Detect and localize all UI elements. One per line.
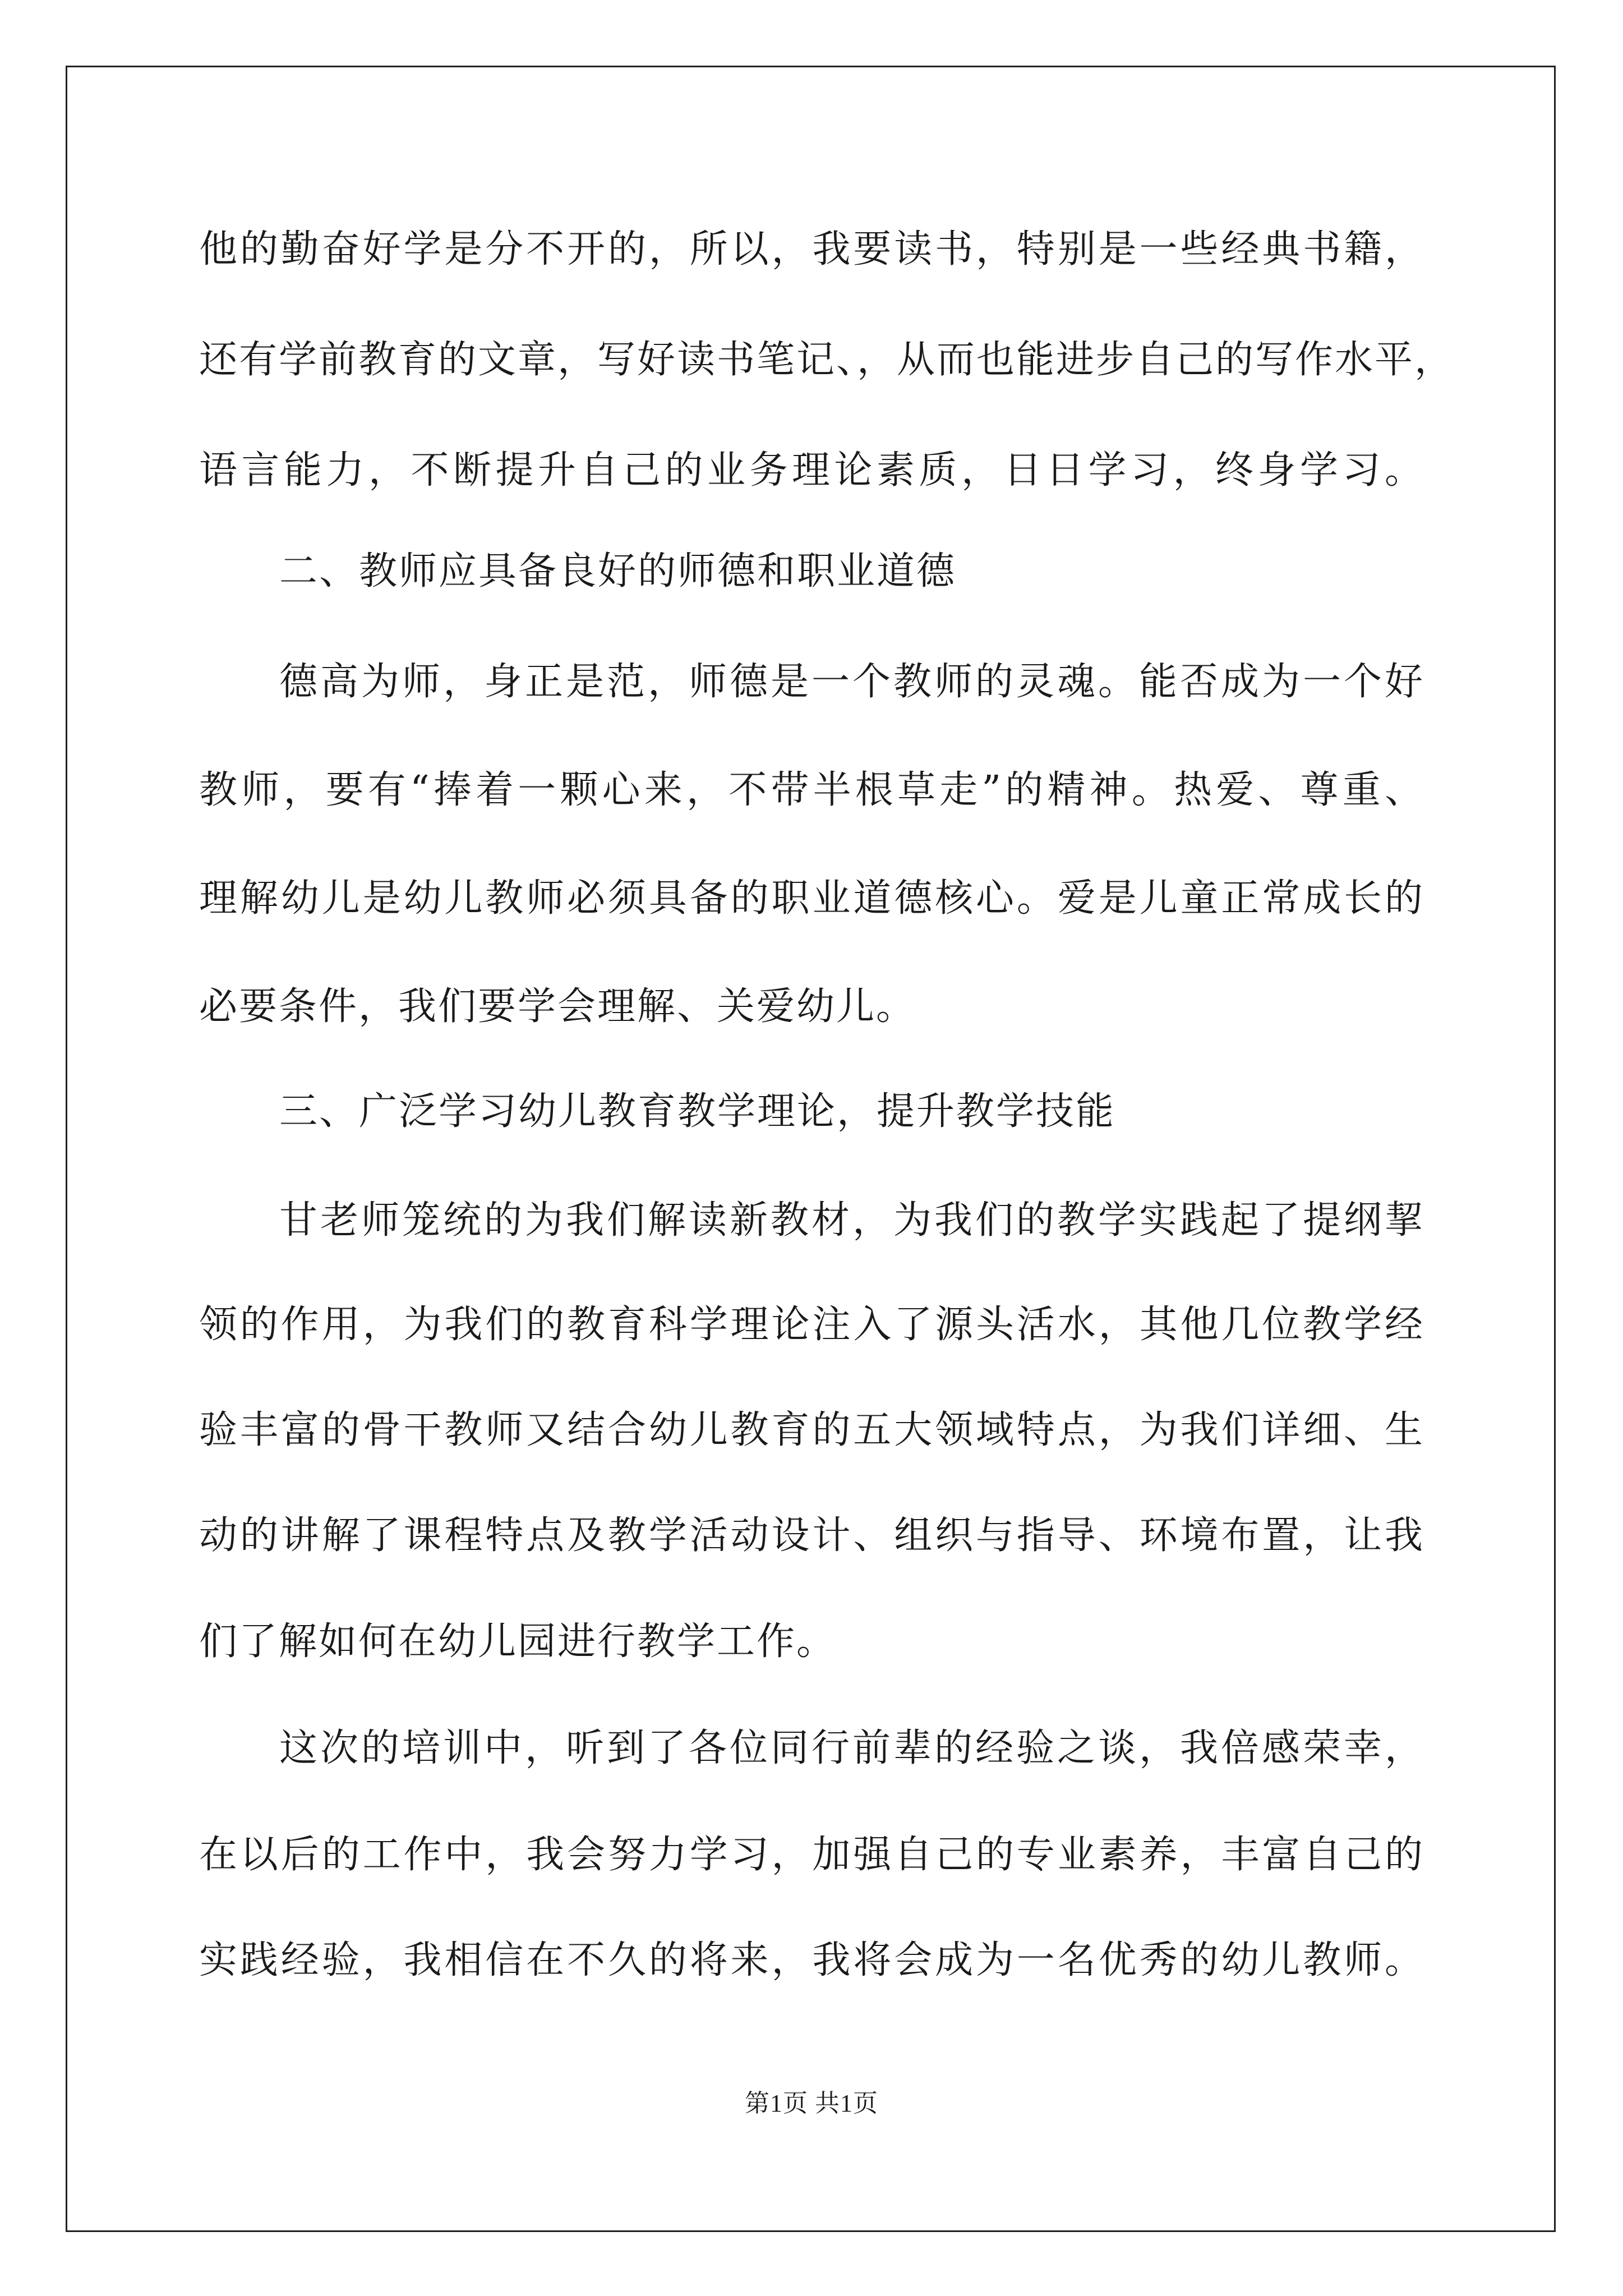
body-line-1: 他的勤奋好学是分不开的，所以，我要读书，特别是一些经典书籍， (199, 227, 1424, 272)
body-line-17: 实践经验，我相信在不久的将来，我将会成为一名优秀的幼儿教师。 (199, 1938, 1424, 1982)
page-number-footer: 第1页 共1页 (745, 2090, 878, 2117)
body-line-3: 语言能力，不断提升自己的业务理论素质，日日学习，终身学习。 (199, 448, 1424, 493)
body-line-13: 动的讲解了课程特点及教学活动设计、组织与指导、环境布置，让我 (199, 1513, 1424, 1558)
body-line-2: 还有学前教育的文章，写好读书笔记、，从而也能进步自己的写作水平， (199, 338, 1455, 382)
body-line-10: 甘老师笼统的为我们解读新教材，为我们的教学实践起了提纲挈 (279, 1198, 1424, 1243)
body-line-14: 们了解如何在幼儿园进行教学工作。 (199, 1619, 837, 1664)
body-line-16: 在以后的工作中，我会努力学习，加强自己的专业素养，丰富自己的 (199, 1833, 1424, 1877)
section-heading-3: 三、广泛学习幼儿教育教学理论，提升教学技能 (279, 1089, 1116, 1134)
body-line-7: 理解幼儿是幼儿教师必须具备的职业道德核心。爱是儿童正常成长的 (199, 876, 1424, 921)
body-line-12: 验丰富的骨干教师又结合幼儿教育的五大领域特点，为我们详细、生 (199, 1408, 1424, 1452)
section-heading-2: 二、教师应具备良好的师德和职业道德 (279, 549, 957, 593)
body-line-5: 德高为师，身正是范，师德是一个教师的灵魂。能否成为一个好 (279, 660, 1424, 704)
body-line-15: 这次的培训中，听到了各位同行前辈的经验之谈，我倍感荣幸， (279, 1726, 1424, 1770)
page-border (66, 66, 1556, 2232)
body-line-6: 教师，要有“捧着一颗心来，不带半根草走”的精神。热爱、尊重、 (199, 768, 1424, 812)
body-line-8: 必要条件，我们要学会理解、关爱幼儿。 (199, 984, 916, 1029)
body-line-11: 领的作用，为我们的教育科学理论注入了源头活水，其他几位教学经 (199, 1303, 1424, 1347)
